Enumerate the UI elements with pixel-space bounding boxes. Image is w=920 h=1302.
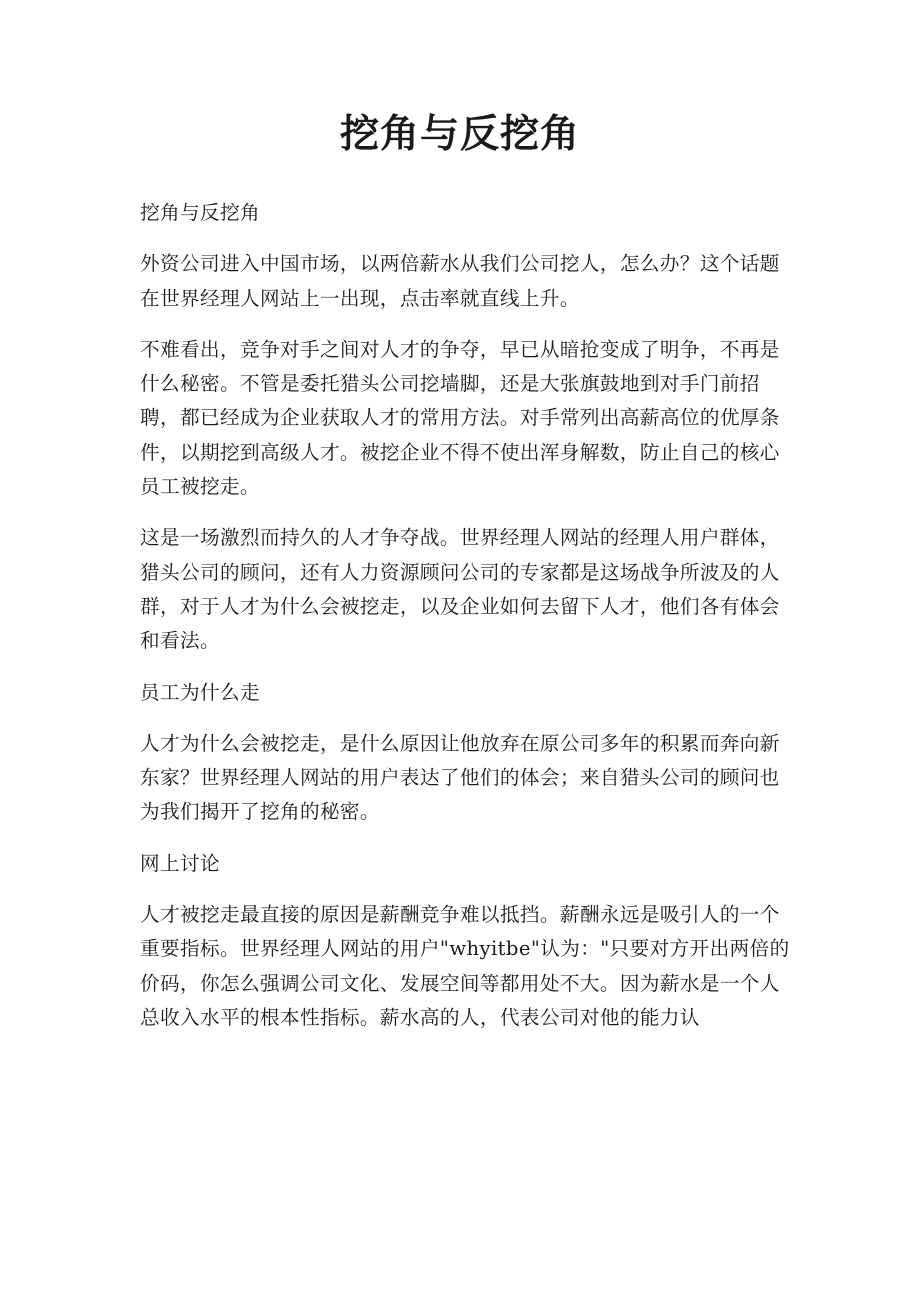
section-heading-why-leave: 员工为什么走 <box>140 680 260 704</box>
subtitle-paragraph: 挖角与反挖角 <box>140 201 260 224</box>
talent-war-paragraph: 这是一场激烈而持久的人才争夺战。世界经理人网站的经理人用户群体，猎头公司的顾问，还有人力资源顾问公司的专家都是这场战争所波及的人群，对于人才为什么会被挖走，以及企业如何去留下人才，他们各有体会和看法。 <box>140 526 780 653</box>
why-leave-paragraph: 人才为什么会被挖走，是什么原因让他放弃在原公司多年的积累而奔向新东家？世界经理人网站的用户表达了他们的体会；来自猎头公司的顾问也为我们揭开了挖角的秘密。 <box>140 731 780 824</box>
document-body <box>140 196 790 1052</box>
intro-paragraph: 外资公司进入中国市场，以两倍薪水从我们公司挖人，怎么办？这个话题在世界经理人网站上一出现，点击率就直线上升。 <box>140 252 780 310</box>
document-title: 挖角与反挖角 <box>339 111 580 157</box>
salary-paragraph: 人才被挖走最直接的原因是薪酬竞争难以抵挡。薪酬永远是吸引人的一个重要指标。世界经理人网站的用户"whyitbe"认为："只要对方开出两倍的价码，你怎么强调公司文化、发展空间等都用处不大。因为薪水是一个人总收入水平的根本性指标。薪水高的人，代表公司对他的能力认 <box>140 903 790 1029</box>
competition-paragraph: 不难看出，竞争对手之间对人才的争夺，早已从暗抢变成了明争，不再是什么秘密。不管是委托猎头公司挖墙脚，还是大张旗鼓地到对手门前招聘，都已经成为企业获取人才的常用方法。对手常列出高薪高位的优厚条件，以期挖到高级人才。被挖企业不得不使出浑身解数，防止自己的核心员工被挖走。 <box>140 337 780 499</box>
section-heading-online-discussion: 网上讨论 <box>140 851 220 875</box>
